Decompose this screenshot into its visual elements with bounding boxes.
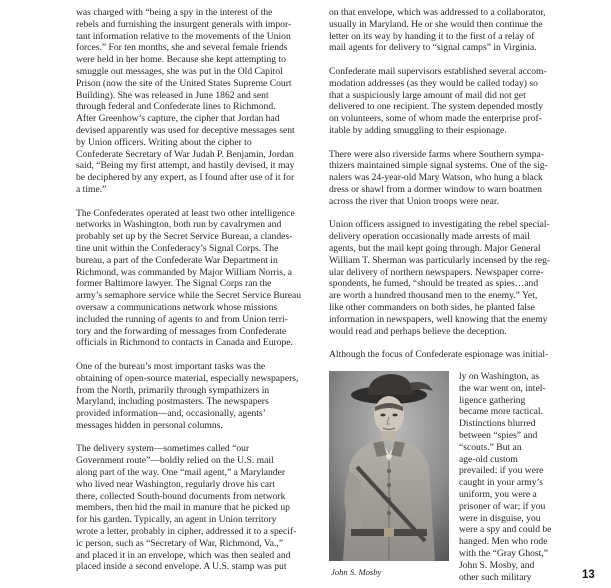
text-line: forces.” For ten months, she and several female friends xyxy=(76,42,288,54)
mosby-portrait-photo xyxy=(329,371,449,561)
paragraph-mail-supervisors xyxy=(329,66,556,137)
text-line: was charged with “being a spy in the interest of the xyxy=(76,7,273,18)
text-line: ic person, such as “Secretary of War, Richmond, Va.,” xyxy=(76,537,284,549)
text-line: were a spy and could be xyxy=(459,524,552,536)
text-line: through federal and Confederate lines to Richmond. xyxy=(76,101,276,113)
text-line: Confederate mail supervisors established several accom- xyxy=(329,65,547,77)
text-line: on that envelope, which was addressed to a collaborator, xyxy=(329,7,546,18)
text-line: said, “Being my first attempt, and hastily devised, it may xyxy=(76,160,295,172)
text-line: mail agents for delivery to “signal camps” in Virginia. xyxy=(329,42,537,54)
left-column xyxy=(76,7,302,573)
text-line: William T. Sherman was particularly incensed by the reg- xyxy=(329,254,551,266)
text-line: Although the focus of Confederate espionage was initial- xyxy=(329,349,549,361)
text-line: John S. Mosby, and xyxy=(459,559,535,571)
text-line: thizers maintained simple signal systems. One of the sig- xyxy=(329,160,548,172)
paragraph-greenhow xyxy=(76,7,302,196)
text-line: tory and the forwarding of messages from Confederate xyxy=(76,325,287,337)
text-line: The delivery system—sometimes called “our xyxy=(76,443,250,455)
text-line: Union officers assigned to investigating the rebel special- xyxy=(329,219,550,231)
text-line: be deciphered by any expert, as I found after use of it for xyxy=(76,172,295,184)
text-line: former Baltimore lawyer. The Signal Corps ran the xyxy=(76,278,272,290)
text-line: Distinctions blurred xyxy=(459,418,536,430)
text-line: wrote a letter, probably in cipher, addressed it to a specif- xyxy=(76,526,297,538)
text-line: Building). She was released in June 1862 and sent xyxy=(76,89,269,101)
text-line: ligence gathering xyxy=(459,394,526,406)
text-line: After Greenhow’s capture, the cipher that Jordan had xyxy=(76,113,280,125)
text-line: “scouts.” But an xyxy=(459,441,522,453)
text-line: and placed it in an envelope, which was then sealed and xyxy=(76,549,291,561)
paragraph-riverside-farms xyxy=(329,149,556,208)
text-line: were in disguise, you xyxy=(459,512,541,524)
text-line: smuggle out messages, she was put in the Old Capitol xyxy=(76,65,283,77)
text-line: messages hidden in personal columns. xyxy=(76,419,223,431)
text-line: prisoner of war; if you xyxy=(459,500,546,512)
text-line: hanged. Men who rode xyxy=(459,536,548,548)
right-column xyxy=(329,7,556,361)
paragraph-espionage-beside-photo xyxy=(459,371,559,583)
text-line: who lived near Washington, regularly drove his cart xyxy=(76,478,275,490)
text-line: bureau, a part of the Confederate War Department in xyxy=(76,254,278,266)
text-line: One of the bureau’s most important tasks was the xyxy=(76,360,266,372)
paragraph-espionage-first-line xyxy=(329,349,556,361)
text-line: tine unit within the Confederacy’s Signal Corps. The xyxy=(76,242,279,254)
paragraph-delivery-system xyxy=(76,443,302,573)
text-line: information in newspapers, well knowing that the enemy xyxy=(329,313,548,325)
text-line: ly on Washington, as xyxy=(459,371,540,382)
text-line: dress or shawl from a dormer window to warn boatmen xyxy=(329,183,542,195)
text-line: caught in your army’s xyxy=(459,477,543,489)
text-line: there, collected South-bound documents from network xyxy=(76,490,286,502)
text-line: across the river that Union troops were near. xyxy=(329,195,499,207)
text-line: with the “Gray Ghost,” xyxy=(459,547,548,559)
text-line: probably set up by the Secret Service Bureau, a clandes- xyxy=(76,231,293,243)
text-line: placed inside a second envelope. A U.S. stamp was put xyxy=(76,561,287,573)
text-line: modation addresses (as they would be called today) so xyxy=(329,77,538,89)
text-line: by Union officers. Writing about the cipher to xyxy=(76,136,252,148)
paragraph-union-officers xyxy=(329,219,556,337)
text-line: were held in her home. Because she kept attempting to xyxy=(76,54,286,66)
text-line: ular delivery of northern newspapers. Newspaper corre- xyxy=(329,266,544,278)
text-line: became more tactical. xyxy=(459,406,543,418)
text-line: like other commanders on both sides, he planted false xyxy=(329,301,535,313)
text-line: There were also riverside farms where Southern sympa- xyxy=(329,148,544,160)
text-line: army’s semaphore service while the Secret Service Bureau xyxy=(76,290,302,302)
mosby-photo-block xyxy=(329,371,455,588)
text-line: Prison (now the site of the United States Supreme Court xyxy=(76,77,292,89)
text-line: obtaining of open-source material, especially newspapers, xyxy=(76,372,299,384)
text-line: networks in Washington, both run by cavalrymen and xyxy=(76,219,282,231)
text-line: itable by adding smuggling to their espionage. xyxy=(329,124,507,136)
text-line: members, then hid the mail in manure that he picked up xyxy=(76,502,290,514)
photo-caption: John S. Mosby xyxy=(331,567,382,577)
text-line: that a suspiciously large amount of mail did not get xyxy=(329,89,526,101)
text-line: Maryland, including postmasters. The newspapers xyxy=(76,396,269,408)
text-line: from the North, primarily through sympathizers in xyxy=(76,384,270,396)
text-line: spondents, he fumed, “should be treated as spies…and xyxy=(329,278,539,290)
paragraph-envelope xyxy=(329,7,556,54)
paragraph-networks xyxy=(76,208,302,350)
text-line: officials in Richmond to contacts in Canada and Europe. xyxy=(76,337,293,349)
text-line: nalers was 24-year-old Mary Watson, who hung a black xyxy=(329,172,543,184)
text-line: usually in Maryland. He or she would then continue the xyxy=(329,18,543,30)
text-line: Confederate Secretary of War Judah P. Benjamin, Jordan xyxy=(76,148,294,160)
text-line: delivery operation occasionally made arrests of mail xyxy=(329,231,530,243)
text-line: devised apparently was used for deceptive messages sent xyxy=(76,124,295,136)
text-line: Government route”—boldly relied on the U.S. mail xyxy=(76,455,274,467)
portrait-illustration xyxy=(329,371,449,561)
page-number: 13 xyxy=(582,569,595,581)
text-line: prevailed: if you were xyxy=(459,465,544,477)
text-line: the war went on, intel- xyxy=(459,382,546,394)
text-line: uniform, you were a xyxy=(459,488,537,500)
text-line: Richmond, was commanded by Major William Norris, a xyxy=(76,266,293,278)
text-line: provided information—and, occasionally, agents’ xyxy=(76,408,266,420)
text-line: on volunteers, some of whom made the enterprise prof- xyxy=(329,113,542,125)
text-line: age-old custom xyxy=(459,453,518,465)
paragraph-open-source xyxy=(76,361,302,432)
text-line: rebels and furnishing the insurgent generals with impor- xyxy=(76,18,292,30)
text-line: a time.” xyxy=(76,183,107,195)
text-line: letter on its way by handing it to the first of a relay of xyxy=(329,30,535,42)
text-line: agents, but the mail kept going through. Major General xyxy=(329,242,541,254)
text-line: oversaw a communications network whose missions xyxy=(76,301,278,313)
text-line: included the running of agents to and from Union terri- xyxy=(76,313,288,325)
text-line: The Confederates operated at least two other intelligence xyxy=(76,207,295,219)
text-line: delivered to one recipient. The system depended mostly xyxy=(329,101,544,113)
text-line: between “spies” and xyxy=(459,429,538,441)
text-line: along part of the way. One “mail agent,” a Marylander xyxy=(76,467,286,479)
text-line: would read and perhaps believe the deception. xyxy=(329,325,507,337)
text-line: for his garden. Typically, an agent in Union territory xyxy=(76,514,277,526)
text-line: tant information relative to the movements of the Union xyxy=(76,30,291,42)
text-line: other such military xyxy=(459,571,532,583)
text-line: are worth a hundred thousand men to the enemy.” Yet, xyxy=(329,290,538,302)
